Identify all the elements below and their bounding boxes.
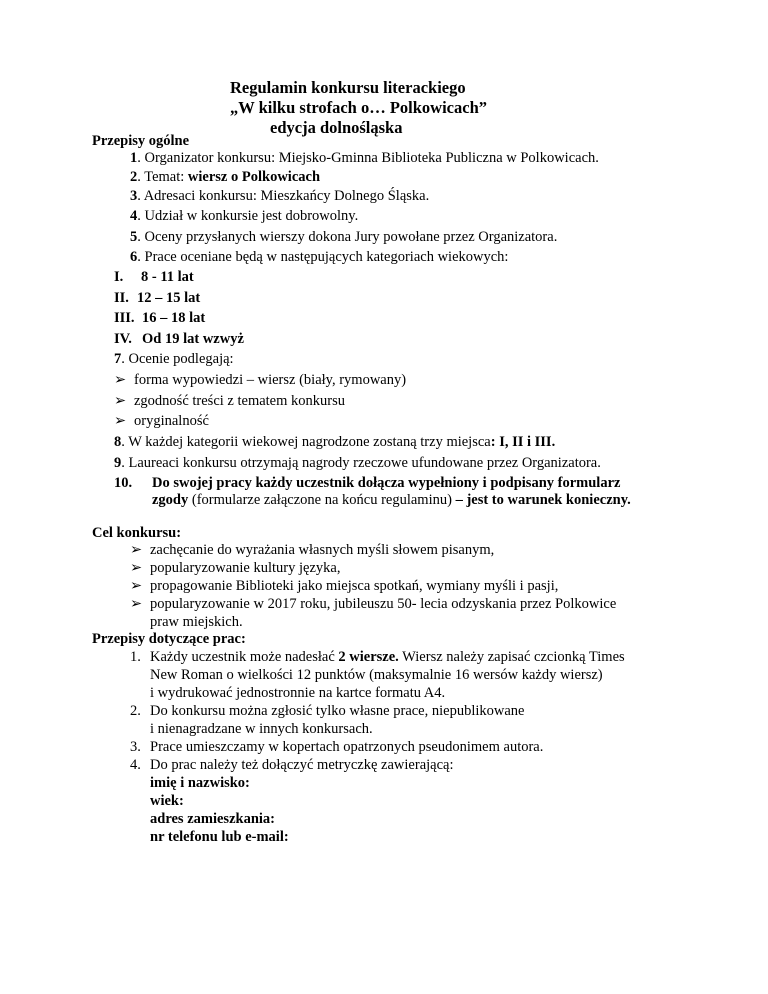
works-item-1-line-3: i wydrukować jednostronnie na kartce formatu A4. — [150, 685, 446, 701]
category-text: 12 – 15 lat — [137, 290, 201, 306]
general-item-4 — [130, 207, 358, 225]
goal-item-2 — [130, 559, 340, 577]
field-name: imię i nazwisko: — [150, 775, 250, 791]
category-4 — [114, 330, 244, 348]
general-item-10 — [114, 474, 620, 492]
item-text: . W każdej kategorii wiekowej nagrodzone zostaną trzy miejsca — [121, 434, 491, 450]
item-text: Każdy uczestnik może nadesłać — [150, 649, 339, 665]
item-text: . Prace oceniane będą w następujących kategoriach wiekowych: — [137, 249, 509, 265]
arrow-bullet-icon: ➢ — [114, 413, 127, 429]
general-item-9 — [114, 454, 601, 472]
goal-text: popularyzowanie w 2017 roku, jubileuszu 50- lecia odzyskania przez Polkowice — [150, 596, 617, 612]
arrow-bullet-icon: ➢ — [114, 393, 127, 409]
works-item-4 — [130, 756, 454, 774]
item-text: Prace umieszczamy w kopertach opatrzonych pseudonimem autora. — [150, 739, 544, 755]
goal-item-4-cont: praw miejskich. — [150, 614, 243, 630]
item-text: . Organizator konkursu: Miejsko-Gminna Biblioteka Publiczna w Polkowicach. — [137, 150, 599, 166]
arrow-bullet-icon: ➢ — [114, 372, 127, 388]
category-text: 16 – 18 lat — [142, 310, 206, 326]
goal-item-1 — [130, 541, 494, 559]
item-number: 7 — [114, 351, 122, 367]
item-text: . Ocenie podlegają: — [121, 351, 234, 367]
section-heading-works: Przepisy dotyczące prac: — [92, 631, 246, 647]
item-text: (formularze załączone na końcu regulaminu) — [188, 492, 456, 508]
criteria-item-2 — [114, 392, 345, 410]
category-number: IV. — [114, 331, 132, 347]
general-item-3 — [130, 187, 429, 205]
criteria-text: zgodność treści z tematem konkursu — [134, 393, 345, 409]
title-line-3: edycja dolnośląska — [270, 118, 403, 137]
item-bold-text: : I, II i III. — [490, 434, 556, 450]
section-heading-general: Przepisy ogólne — [92, 133, 190, 149]
item-bold-text: zgody — [152, 492, 189, 508]
works-item-1-line-2: New Roman o wielkości 12 punktów (maksymalnie 16 wersów każdy wiersz) — [150, 667, 603, 683]
category-3 — [114, 309, 205, 327]
item-text: Do konkursu można zgłosić tylko własne prace, niepublikowane — [150, 703, 525, 719]
item-text: Wiersz należy zapisać czcionką Times — [398, 649, 625, 665]
arrow-bullet-icon: ➢ — [130, 542, 143, 558]
title-line-2: „W kilku strofach o… Polkowicach” — [230, 98, 487, 117]
item-number: 1 — [130, 150, 138, 166]
criteria-item-3 — [114, 412, 209, 430]
item-text: . Adresaci konkursu: Mieszkańcy Dolnego Śląska. — [137, 188, 430, 204]
item-bold-text: wiersz o Polkowicach — [187, 169, 321, 185]
field-age: wiek: — [150, 793, 184, 809]
item-number: 10. — [114, 475, 133, 491]
field-address: adres zamieszkania: — [150, 811, 275, 827]
general-item-8 — [114, 433, 555, 451]
criteria-item-1 — [114, 371, 406, 389]
arrow-bullet-icon: ➢ — [130, 578, 143, 594]
item-text: . Temat: — [137, 169, 188, 185]
general-item-5 — [130, 228, 557, 246]
item-text: . Laureaci konkursu otrzymają nagrody rzeczowe ufundowane przez Organizatora. — [121, 455, 601, 471]
works-item-2-line-2: i nienagradzane w innych konkursach. — [150, 721, 373, 737]
item-text: Do prac należy też dołączyć metryczkę zawierającą: — [150, 757, 454, 773]
category-number: II. — [114, 290, 129, 306]
item-number: 3. — [130, 739, 141, 755]
arrow-bullet-icon: ➢ — [130, 560, 143, 576]
works-item-3 — [130, 738, 543, 756]
item-number: 9 — [114, 455, 122, 471]
general-item-10-cont — [152, 491, 631, 509]
arrow-bullet-icon: ➢ — [130, 596, 143, 612]
category-text: 8 - 11 lat — [141, 269, 194, 285]
category-1 — [114, 268, 194, 286]
item-number: 5 — [130, 229, 138, 245]
item-bold-text: – jest to warunek konieczny. — [455, 492, 631, 508]
item-number: 1. — [130, 649, 141, 665]
criteria-text: forma wypowiedzi – wiersz (biały, rymowany) — [134, 372, 407, 388]
item-text: . Oceny przysłanych wierszy dokona Jury powołane przez Organizatora. — [137, 229, 558, 245]
section-heading-goals: Cel konkursu: — [92, 525, 182, 541]
item-number: 3 — [130, 188, 138, 204]
goal-text: zachęcanie do wyrażania własnych myśli słowem pisanym, — [150, 542, 495, 558]
item-number: 2 — [130, 169, 138, 185]
item-number: 2. — [130, 703, 141, 719]
general-item-6 — [130, 248, 508, 266]
item-number: 6 — [130, 249, 138, 265]
goal-text: propagowanie Biblioteki jako miejsca spotkań, wymiany myśli i pasji, — [150, 578, 559, 594]
criteria-text: oryginalność — [134, 413, 209, 429]
title-line-1: Regulamin konkursu literackiego — [230, 78, 466, 97]
goal-item-3 — [130, 577, 558, 595]
general-item-7 — [114, 350, 234, 368]
item-text: Do swojej pracy każdy uczestnik dołącza wypełniony i podpisany formularz — [152, 475, 621, 491]
goal-item-4 — [130, 595, 616, 613]
goal-text: popularyzowanie kultury języka, — [150, 560, 341, 576]
item-text: . Udział w konkursie jest dobrowolny. — [137, 208, 359, 224]
category-number: III. — [114, 310, 135, 326]
general-item-1 — [130, 149, 599, 167]
item-number: 8 — [114, 434, 122, 450]
works-item-2 — [130, 702, 525, 720]
works-item-1 — [130, 648, 625, 666]
general-item-2 — [130, 168, 320, 186]
item-bold-text: 2 wiersze. — [338, 649, 399, 665]
category-text: Od 19 lat wzwyż — [142, 331, 244, 347]
item-number: 4. — [130, 757, 141, 773]
category-number: I. — [114, 269, 124, 285]
field-contact: nr telefonu lub e-mail: — [150, 829, 289, 845]
item-number: 4 — [130, 208, 138, 224]
category-2 — [114, 289, 200, 307]
